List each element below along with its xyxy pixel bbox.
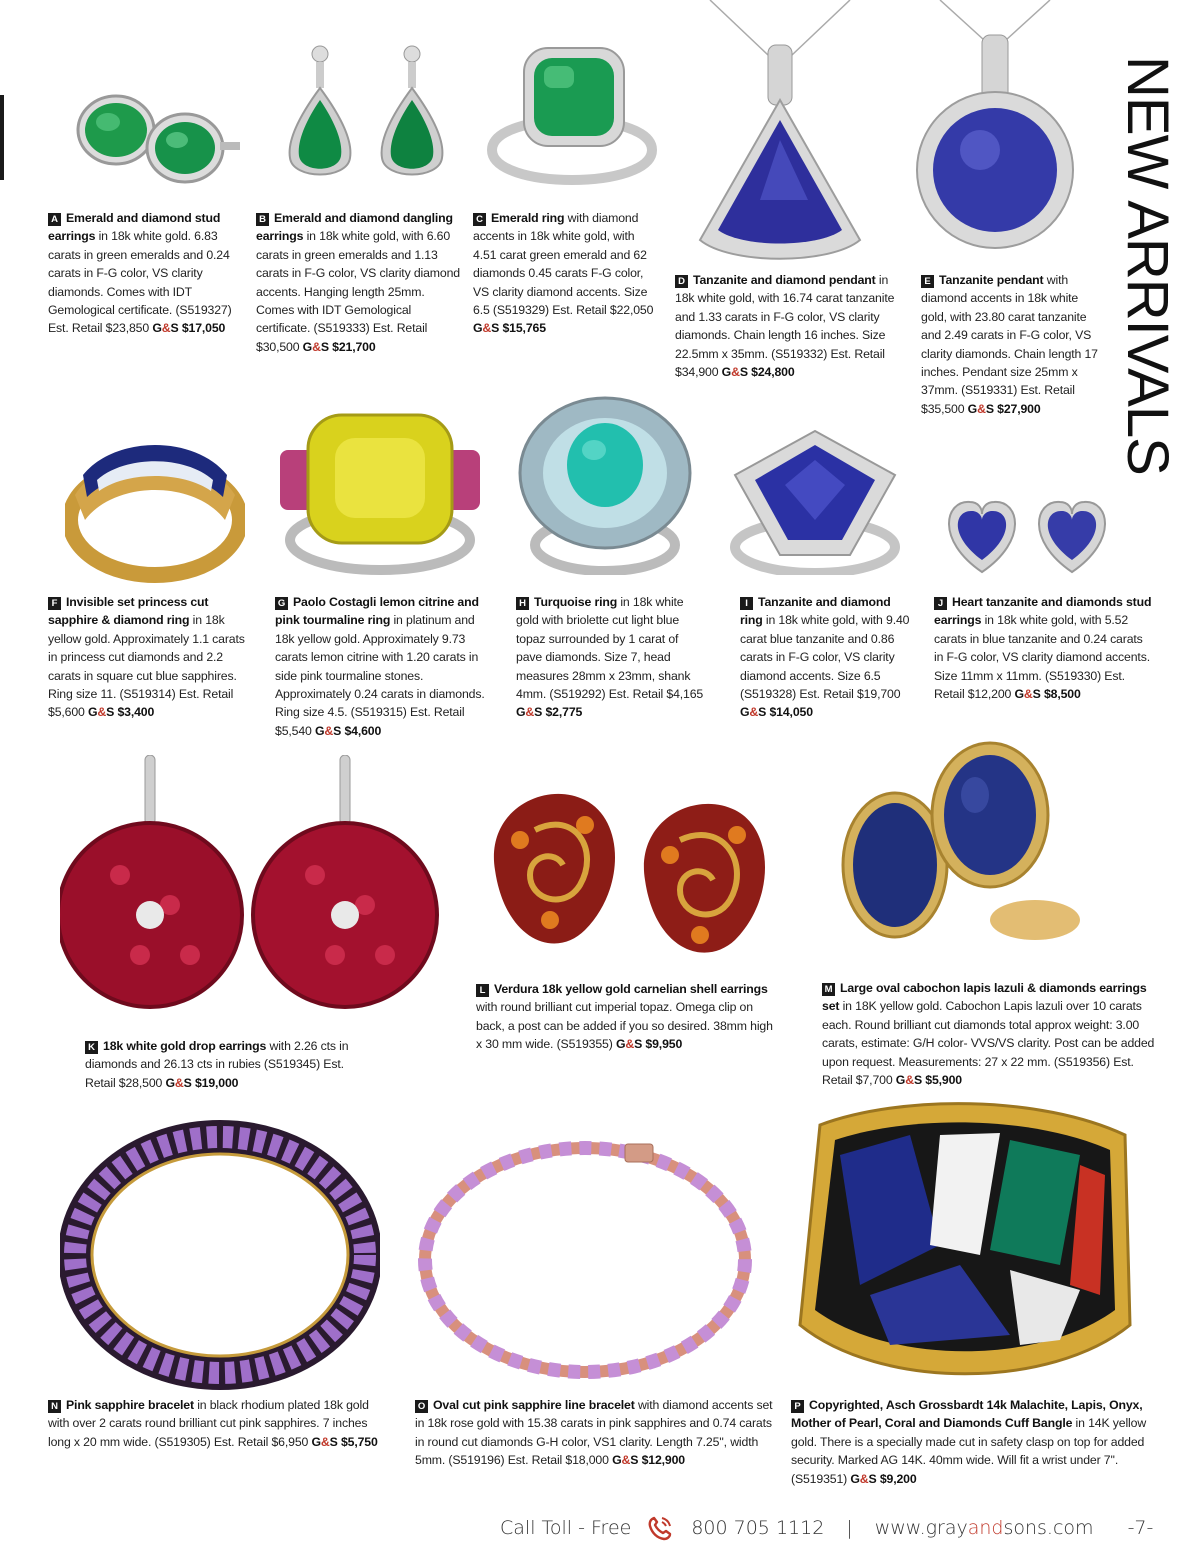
item-o-image[interactable] (410, 1130, 760, 1390)
item-name: Verdura 18k yellow gold carnelian shell earrings (494, 982, 768, 996)
item-letter-badge: K (85, 1041, 98, 1054)
item-price: G&S $4,600 (314, 723, 382, 738)
item-details: in 14K yellow gold. There is a specially made cut in safety clasp on top for added security. Marked AG 14K. 40mm wide. Will fit a wrist under 7''. (S519351) (791, 1416, 1147, 1486)
phone-icon (645, 1513, 675, 1543)
item-details: in 18k white gold, with 5.52 carats in blue tanzanite and 0.24 carats in F-G color, VS clarity diamond accents. Size 11mm x 11mm. (S519330) Est. Retail $12,200 (934, 613, 1150, 702)
item-price: G&S $12,900 (612, 1453, 685, 1468)
item-name: Turquoise ring (534, 595, 618, 609)
item-details: with diamond accents in 18k white gold, with 23.80 carat tanzanite and 2.49 carats in F-G color, VS clarity diamonds. Chain length 17 inches. Pendant size 25mm x 37mm. (S519331) Est. Retail $35,500 (921, 273, 1098, 416)
item-m-description (822, 979, 1157, 1089)
item-price: G&S $21,700 (302, 339, 376, 354)
item-details: in 18k white gold. 6.83 carats in green emeralds and 0.24 carats in F-G color, VS clarity diamonds. Comes with IDT Gemological certificate. (S519327) Est. Retail $23,850 (48, 229, 232, 336)
item-name: Tanzanite pendant (939, 273, 1044, 287)
item-i-description (740, 593, 910, 722)
item-h-image[interactable] (510, 395, 700, 575)
item-letter-badge: G (275, 597, 288, 610)
item-f-image[interactable] (65, 425, 245, 585)
call-label: Call Toll - Free (500, 1517, 632, 1539)
item-letter-badge: B (256, 213, 269, 226)
item-k-image[interactable] (60, 755, 440, 1015)
item-c-image[interactable] (482, 40, 662, 200)
item-name: Copyrighted, Asch Grossbardt 14k Malachite, Lapis, Onyx, Mother of Pearl, Coral and Diamonds Cuff Bangle (791, 1398, 1143, 1431)
footer-separator: | (846, 1517, 853, 1539)
item-d-image[interactable] (690, 0, 870, 265)
item-details: with round brilliant cut imperial topaz. Omega clip on back, a post can be added if you so desired. 38mm high x 30 mm wide. (S519355) (476, 1000, 773, 1052)
page-number: -7- (1127, 1517, 1154, 1539)
item-details: in black rhodium plated 18k gold with over 2 carats round brilliant cut pink sapphires. 7 inches long x 20 mm wide. (S519305) Est. Retail $6,950 (48, 1398, 369, 1449)
item-price: G&S $24,800 (721, 365, 795, 380)
item-name: 18k white gold drop earrings (103, 1039, 267, 1053)
item-price: G&S $27,900 (967, 401, 1041, 416)
item-name: Invisible set princess cut sapphire & diamond ring (48, 595, 209, 628)
item-e-image[interactable] (910, 0, 1080, 255)
item-p-description (791, 1396, 1161, 1488)
item-price: G&S $17,050 (152, 321, 226, 336)
item-b-description (256, 209, 461, 356)
item-price: G&S $5,750 (311, 1434, 378, 1449)
item-d-description (675, 271, 900, 381)
item-details: with diamond accents in 18k white gold, with 4.51 carat green emerald and 62 diamonds 0.45 carats F-G color, VS clarity diamond accents. Size 6.5 (S519329) Est. Retail $22,050 (473, 211, 654, 318)
section-title (1116, 50, 1178, 480)
item-price: G&S $5,900 (895, 1073, 962, 1088)
item-details: in 18k white gold, with 9.40 carat blue tanzanite and 0.86 carats in F-G color, VS clarity diamond accents. Size 6.5 (S519328) Est. Retail $19,700 (740, 613, 910, 702)
item-name: Tanzanite and diamond pendant (693, 273, 876, 287)
item-n-image[interactable] (60, 1120, 380, 1390)
item-b-image[interactable] (275, 40, 455, 200)
item-letter-badge: I (740, 597, 753, 610)
item-name: Oval cut pink sapphire line bracelet (433, 1398, 635, 1412)
item-price: G&S $19,000 (165, 1075, 239, 1090)
item-c-description (473, 209, 658, 338)
item-details: in platinum and 18k yellow gold. Approximately 9.73 carats lemon citrine with 1.20 carats in side pink tourmaline stones. Approximately 0.24 carats in diamonds. Ring size 4.5. (S519315) Est. Retail $5,540 (275, 613, 485, 738)
item-p-image[interactable] (780, 1095, 1145, 1390)
item-price: G&S $9,950 (615, 1037, 683, 1052)
item-letter-badge: P (791, 1400, 804, 1413)
item-price: G&S $9,200 (850, 1471, 917, 1486)
website-link[interactable]: www.grayandsons.com (874, 1517, 1094, 1539)
item-details: in 18k white gold, with 16.74 carat tanzanite and 1.33 carats in F-G color, VS clarity diamonds. Chain length 16 inches. Size 22.5mm x 35mm. (S519332) Est. Retail $34,900 (675, 273, 895, 380)
item-f-description (48, 593, 253, 722)
item-price: G&S $15,765 (473, 321, 546, 336)
item-price: G&S $3,400 (87, 705, 155, 720)
item-letter-badge: N (48, 1400, 61, 1413)
item-i-image[interactable] (730, 425, 900, 575)
item-details: with diamond accents set in 18k rose gold with 15.38 carats in pink sapphires and 0.74 carats in round cut diamonds G-H color, VS1 clarity. Length 7.25'', width 5mm. (S519196) Est. Retail $18,000 (415, 1398, 773, 1468)
item-details: in 18k yellow gold. Approximately 1.1 carats in princess cut diamonds and 2.2 carats in square cut blue sapphires. Ring size 11. (S519314) Est. Retail $5,600 (48, 613, 245, 720)
item-name: Emerald ring (491, 211, 565, 225)
item-details: in 18k white gold with briolette cut light blue topaz surrounded by 1 carat of pave diamonds. Size 7, head measures 28mm x 23mm, shank 4mm. (S519292) Est. Retail $4,165 (516, 595, 704, 702)
item-g-image[interactable] (280, 410, 480, 580)
item-j-description (934, 593, 1154, 703)
item-o-description (415, 1396, 775, 1470)
item-name: Paolo Costagli lemon citrine and pink tourmaline ring (275, 595, 479, 628)
item-a-description (48, 209, 248, 338)
item-name: Heart tanzanite and diamonds stud earrings (934, 595, 1152, 628)
item-a-image[interactable] (50, 80, 240, 200)
section-title-text: NEW ARRIVALS (1115, 55, 1180, 475)
item-letter-badge: F (48, 597, 61, 610)
page-edge-bar (0, 95, 4, 180)
item-name: Large oval cabochon lapis lazuli & diamonds earrings set (822, 981, 1147, 1014)
item-letter-badge: J (934, 597, 947, 610)
item-price: G&S $14,050 (740, 705, 813, 720)
item-name: Emerald and diamond dangling earrings (256, 211, 453, 244)
item-letter-badge: H (516, 597, 529, 610)
item-details: in 18K yellow gold. Cabochon Lapis lazuli over 10 carats each. Round brilliant cut diamonds total approx weight: 3.00 carats, estimate: G/H color- VVS/VS clarity. Post can be added upon request. Measurements: 27 x 22 mm. (S519356) Est. Retail $7,700 (822, 999, 1155, 1088)
item-e-description (921, 271, 1101, 418)
item-letter-badge: C (473, 213, 486, 226)
item-details: in 18k white gold, with 6.60 carats in green emeralds and 1.13 carats in F-G color, VS clarity diamond accents. Hanging length 25mm. Comes with IDT Gemological certificate. (S519333) Est. Retail $30,500 (256, 229, 460, 354)
item-n-description (48, 1396, 388, 1451)
item-letter-badge: O (415, 1400, 428, 1413)
item-g-description (275, 593, 490, 740)
phone-number[interactable]: 800 705 1112 (691, 1517, 825, 1539)
item-letter-badge: A (48, 213, 61, 226)
item-m-image[interactable] (840, 740, 1080, 965)
item-l-image[interactable] (475, 780, 785, 970)
item-letter-badge: M (822, 983, 835, 996)
item-name: Tanzanite and diamond ring (740, 595, 891, 628)
item-h-description (516, 593, 706, 722)
item-details: with 2.26 cts in diamonds and 26.13 cts in rubies (S519345) Est. Retail $28,500 (85, 1039, 349, 1090)
item-name: Emerald and diamond stud earrings (48, 211, 221, 244)
item-letter-badge: L (476, 984, 489, 997)
item-j-image[interactable] (940, 490, 1120, 580)
item-letter-badge: D (675, 275, 688, 288)
page-footer (500, 1510, 1180, 1546)
item-letter-badge: E (921, 275, 934, 288)
item-k-description (85, 1037, 375, 1092)
item-price: G&S $8,500 (1014, 687, 1081, 702)
item-name: Pink sapphire bracelet (66, 1398, 194, 1412)
item-price: G&S $2,775 (516, 705, 583, 720)
item-l-description (476, 980, 781, 1054)
